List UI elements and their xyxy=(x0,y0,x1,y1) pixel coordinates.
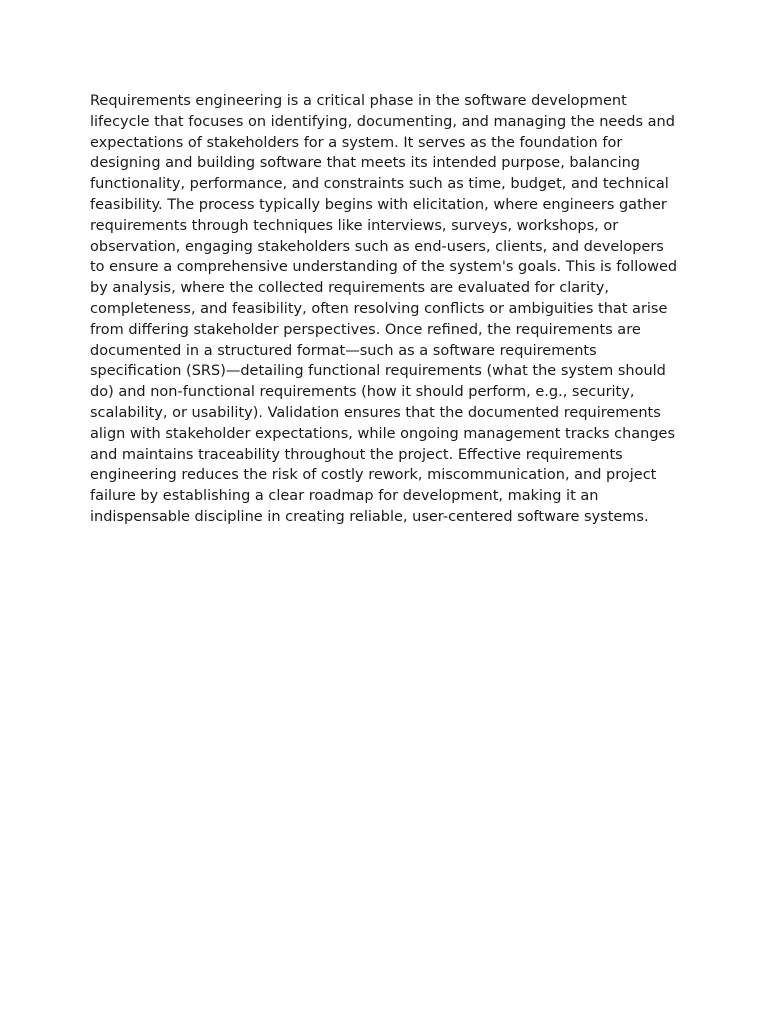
body-paragraph: Requirements engineering is a critical phase in the software development lifecycle that focuses on identifying, documenting, and managing the needs and expectations of stakeholders for a system. It serves as the foundation for designing and building software that meets its intended purpose, balancing functionality, performance, and constraints such as time, budget, and technical feasibility. The process typically begins with elicitation, where engineers gather requirements through techniques like interviews, surveys, workshops, or observation, engaging stakeholders such as end-users, clients, and developers to ensure a comprehensive understanding of the system's goals. This is followed by analysis, where the collected requirements are evaluated for clarity, completeness, and feasibility, often resolving conflicts or ambiguities that arise from differing stakeholder perspectives. Once refined, the requirements are documented in a structured format—such as a software requirements specification (SRS)—detailing functional requirements (what the system should do) and non-functional requirements (how it should perform, e.g., security, scalability, or usability). Validation ensures that the documented requirements align with stakeholder expectations, while ongoing management tracks changes and maintains traceability throughout the project. Effective requirements engineering reduces the risk of costly rework, miscommunication, and project failure by establishing a clear roadmap for development, making it an indispensable discipline in creating reliable, user-centered software systems. xyxy=(90,93,678,525)
